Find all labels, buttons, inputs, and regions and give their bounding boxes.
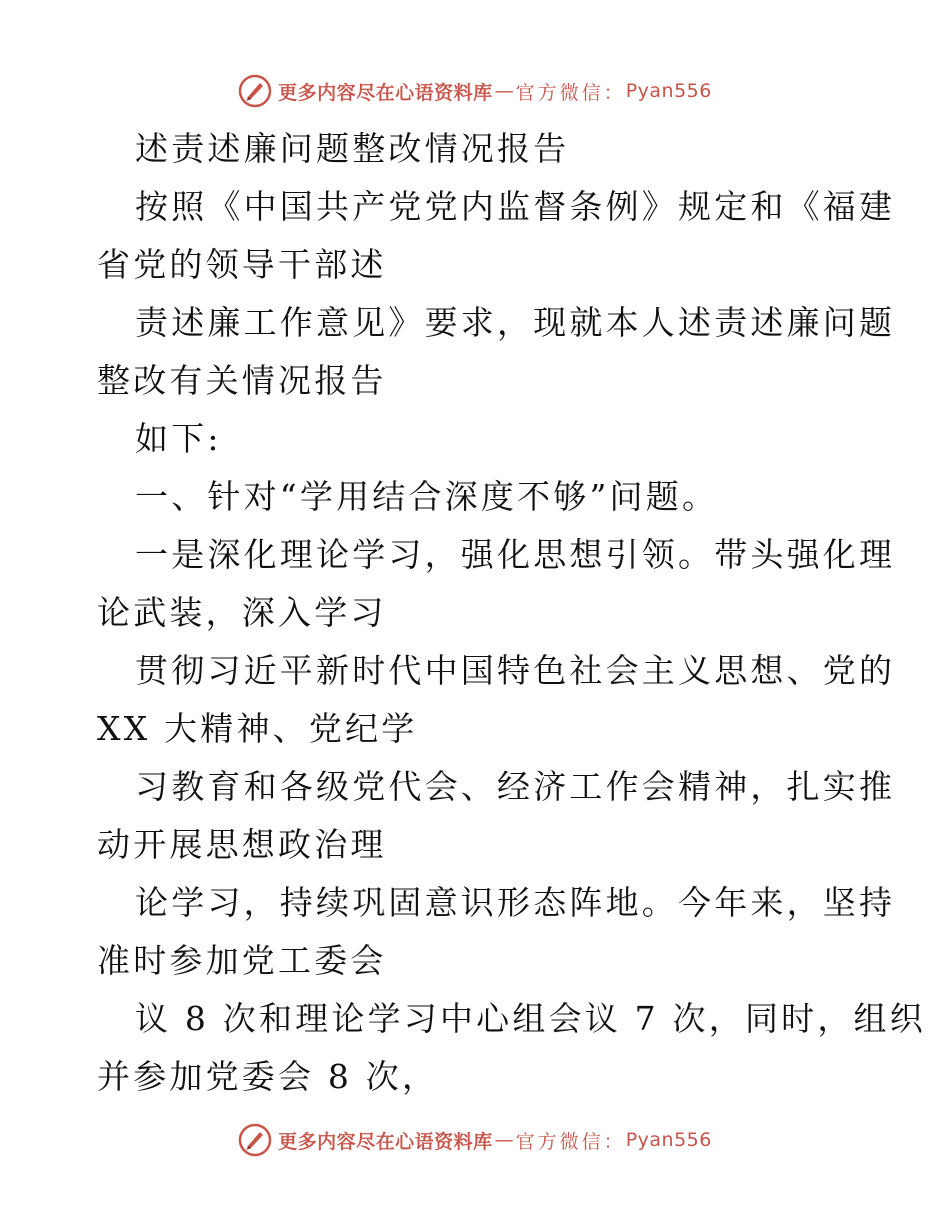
document-line: 论武装，深入学习 bbox=[97, 593, 387, 632]
brand-logo-icon bbox=[238, 1123, 272, 1157]
document-line: 按照《中国共产党党内监督条例》规定和《福建 bbox=[135, 187, 896, 226]
document-line: 并参加党委会 8 次， bbox=[97, 1057, 439, 1096]
document-line: 责述廉工作意见》要求，现就本人述责述廉问题 bbox=[135, 303, 896, 342]
footer-watermark bbox=[0, 1120, 950, 1160]
header-watermark bbox=[0, 71, 950, 111]
watermark-wechat-id: Pyan556 bbox=[625, 80, 712, 102]
document-line: 动开展思想政治理 bbox=[97, 825, 387, 864]
watermark-brand: 更多内容尽在心语资料库 bbox=[278, 81, 493, 104]
document-body bbox=[97, 120, 926, 1106]
brand-logo-icon bbox=[238, 74, 272, 108]
watermark-official: 官方微信： bbox=[515, 1130, 626, 1153]
watermark-wechat-id: Pyan556 bbox=[625, 1129, 712, 1151]
document-line: XX 大精神、党纪学 bbox=[97, 709, 418, 748]
document-line: 议 8 次和理论学习中心组会议 7 次，同时，组织 bbox=[135, 999, 926, 1038]
document-line: 述责述廉问题整改情况报告 bbox=[135, 129, 570, 168]
document-line: 论学习，持续巩固意识形态阵地。今年来，坚持 bbox=[135, 883, 896, 922]
document-line: 省党的领导干部述 bbox=[97, 245, 387, 284]
document-line: 习教育和各级党代会、经济工作会精神，扎实推 bbox=[135, 767, 896, 806]
watermark-dash: — bbox=[494, 1129, 514, 1151]
document-line: 一是深化理论学习，强化思想引领。带头强化理 bbox=[135, 535, 896, 574]
document-line: 一、针对“学用结合深度不够”问题。 bbox=[135, 477, 719, 516]
watermark-dash: — bbox=[494, 80, 514, 102]
document-line: 如下: bbox=[135, 419, 222, 458]
document-line: 准时参加党工委会 bbox=[97, 941, 387, 980]
document-line: 整改有关情况报告 bbox=[97, 361, 387, 400]
watermark-brand: 更多内容尽在心语资料库 bbox=[278, 1130, 493, 1153]
document-line: 贯彻习近平新时代中国特色社会主义思想、党的 bbox=[135, 651, 896, 690]
watermark-official: 官方微信： bbox=[515, 81, 626, 104]
